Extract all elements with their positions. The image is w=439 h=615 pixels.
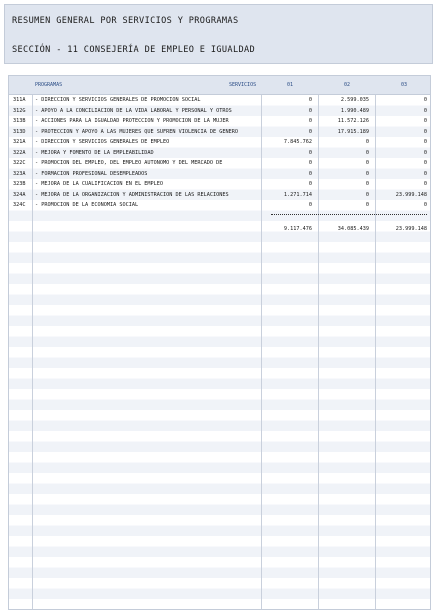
value-01: 0 bbox=[308, 107, 312, 114]
value-01: 0 bbox=[308, 181, 312, 187]
value-03: 0 bbox=[423, 160, 427, 166]
program-description: - MEJORA DE LA CUALIFICACIÓN EN EL EMPLEO bbox=[35, 181, 164, 187]
table-row bbox=[9, 148, 430, 159]
program-code: 323A bbox=[13, 170, 26, 177]
table-header bbox=[9, 76, 430, 95]
value-03: 0 bbox=[423, 107, 427, 114]
header-col-02: 02 bbox=[344, 82, 351, 88]
value-01: 0 bbox=[308, 97, 312, 103]
section-title: SECCIÓN - 11 CONSEJERÍA DE EMPLEO E IGUALDAD bbox=[12, 45, 256, 55]
total-01: 9.117.476 bbox=[283, 226, 312, 232]
total-03: 23.999.148 bbox=[395, 226, 427, 232]
program-description: - PROMOCIÓN DE LA ECONOMÍA SOCIAL bbox=[35, 202, 139, 208]
value-02: 17.915.189 bbox=[337, 128, 369, 135]
value-03: 0 bbox=[423, 118, 427, 124]
program-code: 322A bbox=[13, 149, 26, 156]
value-01: 0 bbox=[308, 160, 312, 166]
program-description: - PROTECCIÓN Y APOYO A LAS MUJERES QUE SUFREN VIOLENCIA DE GÉNERO bbox=[35, 128, 239, 135]
program-code: 312G bbox=[13, 107, 26, 114]
value-02: 0 bbox=[365, 149, 369, 156]
table-row bbox=[9, 190, 430, 201]
value-03: 0 bbox=[423, 139, 427, 145]
totals-row bbox=[9, 224, 430, 235]
program-code: 323B bbox=[13, 181, 26, 187]
value-02: 0 bbox=[365, 202, 369, 208]
total-02: 34.085.439 bbox=[337, 226, 369, 232]
table-row bbox=[9, 95, 430, 106]
value-02: 0 bbox=[365, 191, 369, 198]
value-01: 0 bbox=[308, 202, 312, 208]
value-03: 23.999.148 bbox=[395, 191, 427, 198]
program-code: 311A bbox=[13, 97, 26, 103]
program-description: - DIRECCIÓN Y SERVICIOS GENERALES DE PROMOCIÓN SOCIAL bbox=[35, 97, 201, 103]
program-description: - MEJORA Y FOMENTO DE LA EMPLEABILIDAD bbox=[35, 149, 154, 156]
value-03: 0 bbox=[423, 181, 427, 187]
program-code: 324C bbox=[13, 202, 26, 208]
value-01: 0 bbox=[308, 170, 312, 177]
value-02: 11.572.126 bbox=[337, 118, 369, 124]
report-header bbox=[4, 4, 433, 64]
header-programas: PROGRAMAS bbox=[35, 82, 63, 88]
program-code: 322C bbox=[13, 160, 26, 166]
value-02: 0 bbox=[365, 139, 369, 145]
report-title: RESUMEN GENERAL POR SERVICIOS Y PROGRAMAS bbox=[12, 16, 239, 26]
program-description: - APOYO A LA CONCILIACIÓN DE LA VIDA LABORAL Y PERSONAL Y OTROS bbox=[35, 107, 232, 114]
table-row bbox=[9, 158, 430, 169]
header-servicios: SERVICIOS bbox=[229, 82, 257, 88]
table-row bbox=[9, 137, 430, 148]
program-description: - DIRECCIÓN Y SERVICIOS GENERALES DE EMPLEO bbox=[35, 139, 170, 145]
header-col-01: 01 bbox=[287, 82, 294, 88]
program-description: - ACCIONES PARA LA IGUALDAD PROTECCIÓN Y PROMOCIÓN DE LA MUJER bbox=[35, 118, 229, 124]
program-description: - FORMACIÓN PROFESIONAL DESEMPLEADOS bbox=[35, 170, 148, 177]
program-code: 321A bbox=[13, 139, 26, 145]
value-01: 0 bbox=[308, 118, 312, 124]
value-02: 1.990.489 bbox=[340, 107, 369, 114]
totals-separator bbox=[271, 214, 427, 215]
table-row bbox=[9, 200, 430, 211]
program-code: 313D bbox=[13, 128, 26, 135]
value-03: 0 bbox=[423, 170, 427, 177]
header-col-03: 03 bbox=[401, 82, 408, 88]
value-01: 0 bbox=[308, 149, 312, 156]
value-02: 0 bbox=[365, 181, 369, 187]
table-row bbox=[9, 169, 430, 180]
value-03: 0 bbox=[423, 128, 427, 135]
value-01: 1.271.714 bbox=[283, 191, 312, 198]
table-row bbox=[9, 179, 430, 190]
program-code: 324A bbox=[13, 191, 26, 198]
budget-table bbox=[8, 75, 431, 610]
program-description: - MEJORA DE LA ORGANIZACIÓN Y ADMINISTRACIÓN DE LAS RELACIONES bbox=[35, 191, 229, 198]
program-description: - PROMOCIÓN DEL EMPLEO, DEL EMPLEO AUTÓNOMO Y DEL MERCADO DE bbox=[35, 160, 223, 166]
table-row bbox=[9, 127, 430, 138]
value-02: 0 bbox=[365, 160, 369, 166]
table-row bbox=[9, 106, 430, 117]
value-02: 0 bbox=[365, 170, 369, 177]
table-row bbox=[9, 116, 430, 127]
value-03: 0 bbox=[423, 202, 427, 208]
program-code: 313B bbox=[13, 118, 26, 124]
value-02: 2.599.035 bbox=[340, 97, 369, 103]
value-01: 0 bbox=[308, 128, 312, 135]
value-01: 7.845.762 bbox=[283, 139, 312, 145]
value-03: 0 bbox=[423, 97, 427, 103]
value-03: 0 bbox=[423, 149, 427, 156]
